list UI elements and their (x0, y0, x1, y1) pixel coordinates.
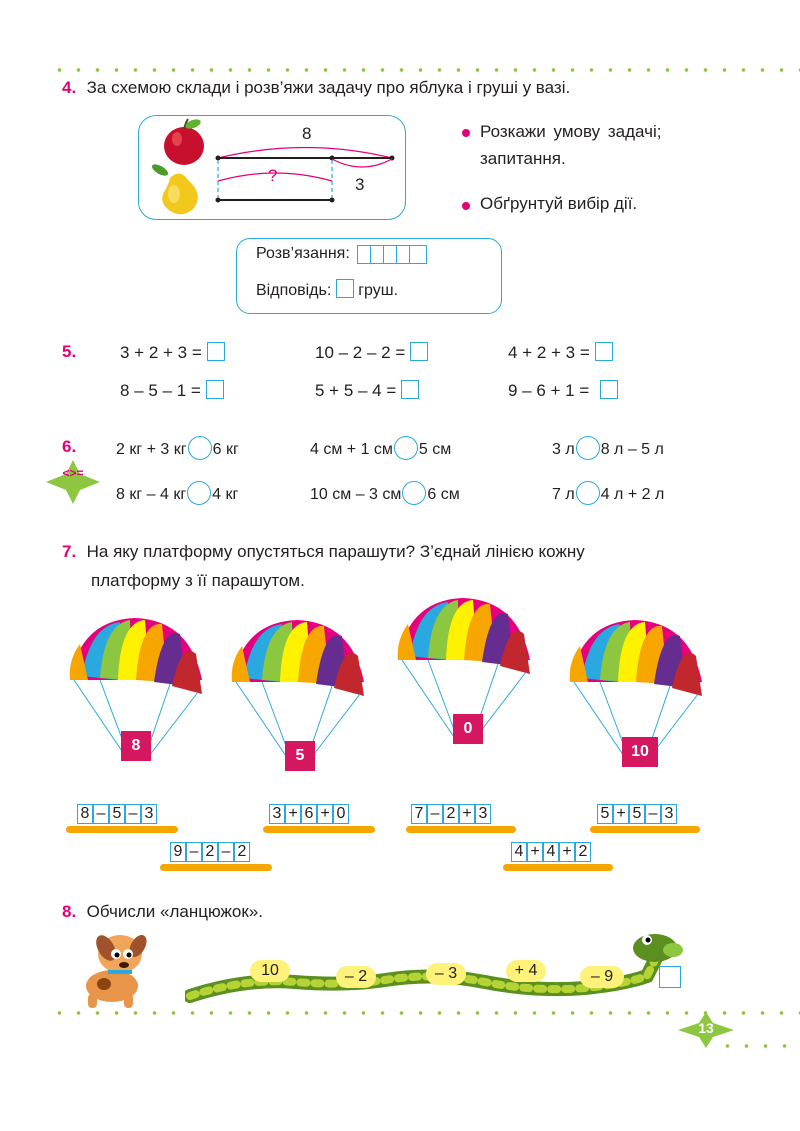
chain-step: – 2 (336, 966, 376, 988)
solution-label: Розв’язання: (256, 245, 350, 262)
platform-1[interactable]: 8 – 5 – 3 (77, 804, 157, 824)
chain-step: 10 (250, 960, 290, 982)
task5-item-3: 4 + 2 + 3 = (508, 342, 613, 363)
task7-number: 7. (62, 542, 77, 561)
task6-item-2: 4 см + 1 см 5 см (310, 436, 451, 460)
dog-icon (68, 928, 168, 1010)
scheme-total: 8 (302, 124, 312, 143)
task4-number: 4. (62, 78, 77, 97)
platform-bar (263, 826, 375, 833)
platform-3[interactable]: 7 – 2 + 3 (411, 804, 491, 824)
parachute-label: 5 (285, 741, 315, 771)
solution-boxes[interactable] (357, 245, 427, 266)
parachute-label: 8 (121, 731, 151, 761)
bullet-dot (462, 202, 470, 210)
top-dotted-border (50, 64, 800, 76)
chain-step: + 4 (506, 960, 546, 982)
task8-heading (62, 902, 263, 922)
pear-icon (150, 160, 206, 218)
task7-heading (62, 542, 585, 562)
task8-number: 8. (62, 902, 77, 921)
compare-symbol: <>= (62, 466, 84, 480)
task6-item-3: 3 л 8 л – 5 л (552, 436, 664, 460)
platform-bar (503, 864, 613, 871)
hint2: Обґрунтуй вибір дії. (480, 194, 638, 213)
platform-5[interactable]: 9 – 2 – 2 (170, 842, 250, 862)
answer-box[interactable] (336, 279, 354, 298)
task4-text: За схемою склади і розв’яжи задачу про яблука і груші у вазі. (86, 78, 571, 97)
scheme-question: ? (268, 166, 278, 185)
solution-row (256, 245, 427, 266)
chain-step: – 9 (580, 966, 624, 988)
platform-bar (66, 826, 178, 833)
task6-item-5: 10 см – 3 см 6 см (310, 481, 460, 505)
task6-number: 6. (62, 437, 77, 456)
platform-2[interactable]: 3 + 6 + 0 (269, 804, 349, 824)
page-number: 13 (698, 1020, 714, 1036)
chain-step: – 3 (426, 963, 466, 985)
task5-item-4: 8 – 5 – 1 = (120, 380, 224, 401)
task7-text-2: платформу з її парашутом. (91, 571, 305, 590)
task6-item-4: 8 кг – 4 кг 4 кг (116, 481, 238, 505)
platform-6[interactable]: 4 + 4 + 2 (511, 842, 591, 862)
task5-item-2: 10 – 2 – 2 = (315, 342, 428, 363)
answer-row (256, 279, 398, 300)
task7-text: На яку платформу опустяться парашути? З’єднай лінією кожну (86, 542, 585, 561)
platform-bar (160, 864, 272, 871)
task5-number: 5. (62, 342, 77, 361)
parachute-label: 0 (453, 714, 483, 744)
hint1-continued: запитання. (480, 149, 566, 168)
task6-item-6: 7 л 4 л + 2 л (552, 481, 664, 505)
platform-bar (590, 826, 700, 833)
parachute-label: 10 (622, 737, 658, 767)
task4-heading (62, 78, 570, 98)
task5-item-1: 3 + 2 + 3 = (120, 342, 225, 363)
bullet-dot (462, 129, 470, 137)
task5-item-5: 5 + 5 – 4 = (315, 380, 419, 401)
answer-label: Відповідь: (256, 282, 332, 299)
hint1: Розкажи умову задачі; (480, 122, 662, 141)
platform-4[interactable]: 5 + 5 – 3 (597, 804, 677, 824)
answer-unit: груш. (358, 282, 399, 299)
scheme-difference: 3 (355, 175, 365, 194)
platform-bar (406, 826, 516, 833)
task8-text: Обчисли «ланцюжок». (86, 902, 263, 921)
chain-answer-box[interactable] (659, 966, 681, 988)
task6-item-1: 2 кг + 3 кг 6 кг (116, 436, 239, 460)
task5-item-6: 9 – 6 + 1 = (508, 380, 618, 401)
